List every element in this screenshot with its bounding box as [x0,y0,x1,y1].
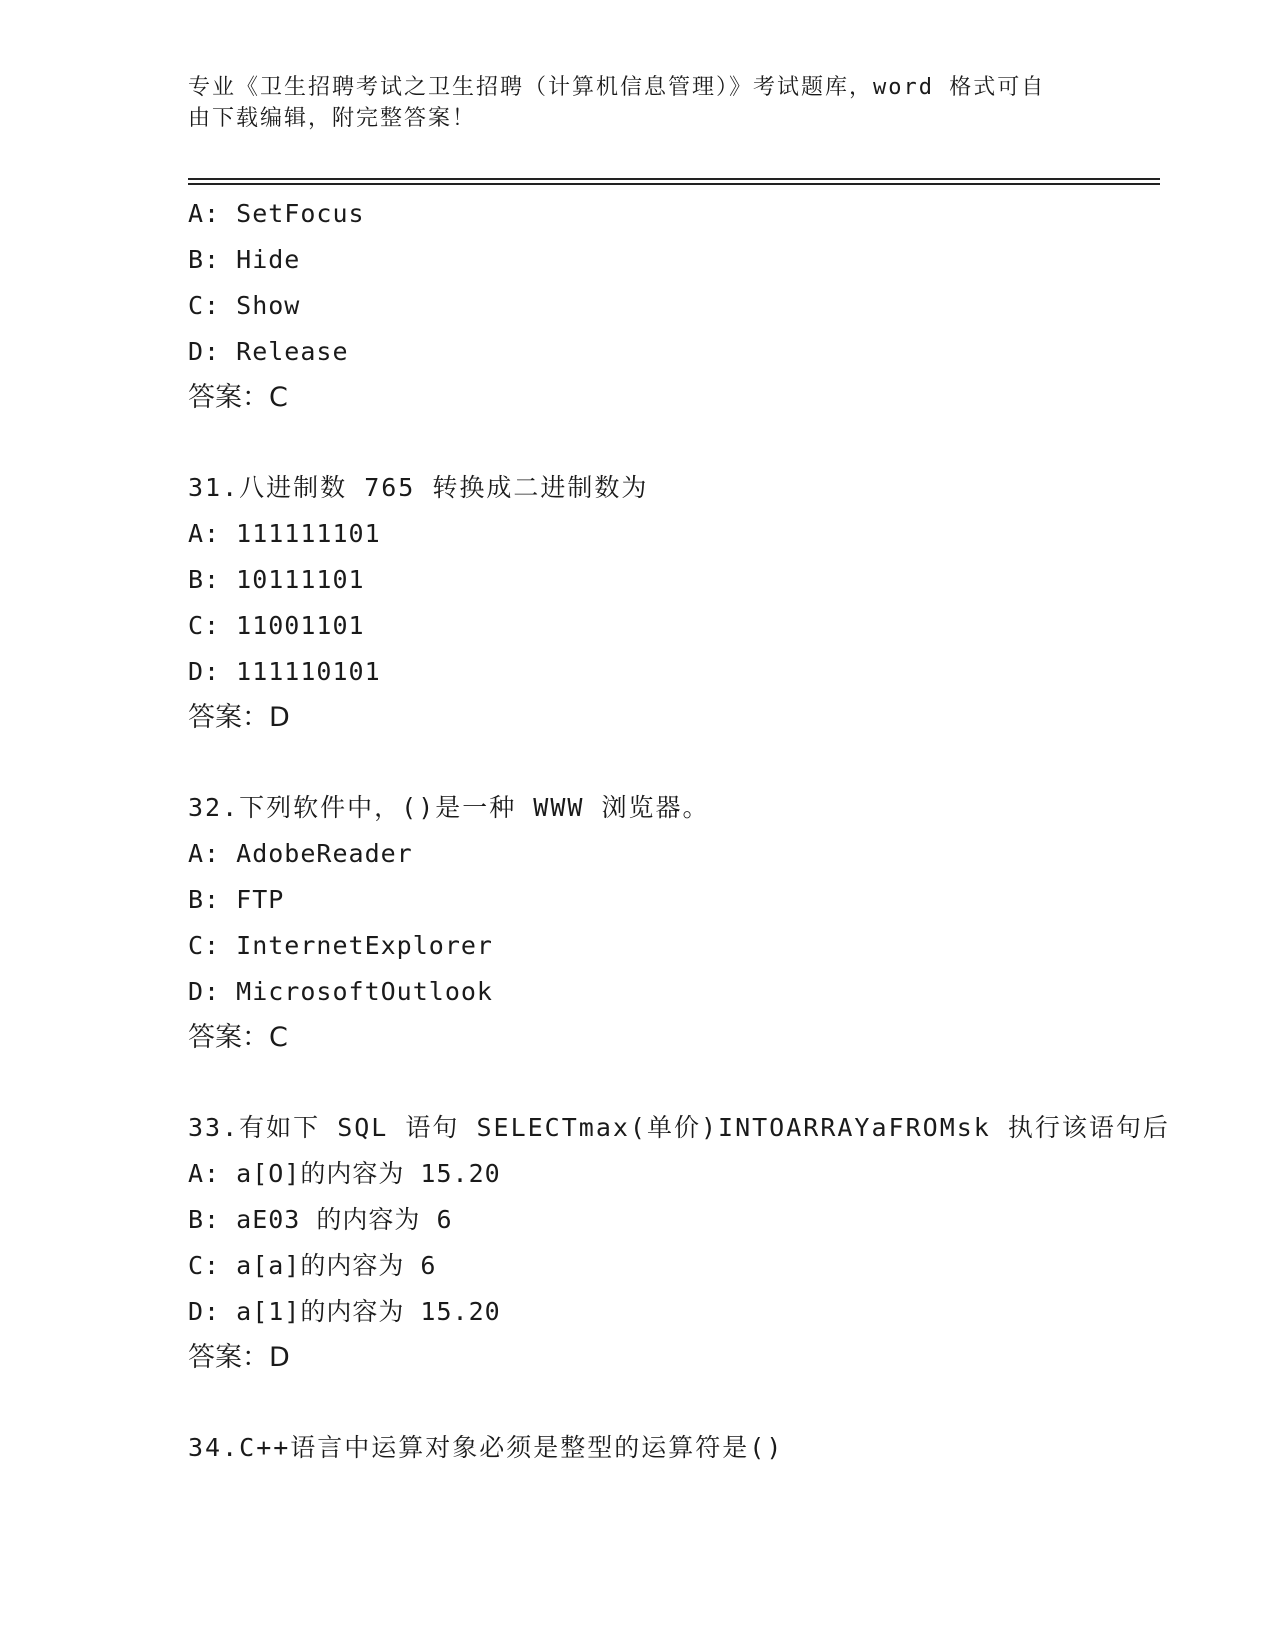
option-d: D: Release [188,337,349,366]
option-d: D: a[1]的内容为 15.20 [188,1297,501,1326]
question-text: 34.C++语言中运算对象必须是整型的运算符是() [188,1433,784,1462]
question-block-32 [188,785,1188,1061]
option-c: C: InternetExplorer [188,931,493,960]
question-text: 31.八进制数 765 转换成二进制数为 [188,473,649,502]
option-b: B: 10111101 [188,565,365,594]
option-c: C: Show [188,291,301,320]
option-a: A: 111111101 [188,519,381,548]
option-b: B: aE03 的内容为 6 [188,1205,453,1234]
answer-line: 答案：D [188,1342,290,1373]
question-block-34 [188,1425,1188,1471]
answer-line: 答案：D [188,702,290,733]
option-b: B: Hide [188,245,301,274]
block-spacer [188,1381,1188,1425]
option-a: A: SetFocus [188,199,365,228]
header-line-2: 由下载编辑，附完整答案！ [188,106,477,131]
option-c: C: a[a]的内容为 6 [188,1251,437,1280]
answer-line: 答案：C [188,382,288,413]
answer-line: 答案：C [188,1022,288,1053]
document-header [188,72,1088,134]
option-b: B: FTP [188,885,285,914]
question-block-30 [188,191,1188,421]
question-text: 33.有如下 SQL 语句 SELECTmax(单价)INTOARRAYaFROMsk 执行该语句后 [188,1113,1170,1142]
block-spacer [188,741,1188,785]
question-text: 32.下列软件中，()是一种 WWW 浏览器。 [188,793,710,822]
header-line-1: 专业《卫生招聘考试之卫生招聘（计算机信息管理）》考试题库，word 格式可自 [188,75,1046,100]
question-block-33 [188,1105,1188,1381]
option-d: D: MicrosoftOutlook [188,977,493,1006]
option-c: C: 11001101 [188,611,365,640]
header-divider-bottom [188,183,1160,185]
option-a: A: AdobeReader [188,839,413,868]
block-spacer [188,421,1188,465]
option-d: D: 111110101 [188,657,381,686]
question-block-31 [188,465,1188,741]
option-a: A: a[O]的内容为 15.20 [188,1159,501,1188]
question-list [188,191,1188,1471]
block-spacer [188,1061,1188,1105]
header-divider-top [188,178,1160,180]
